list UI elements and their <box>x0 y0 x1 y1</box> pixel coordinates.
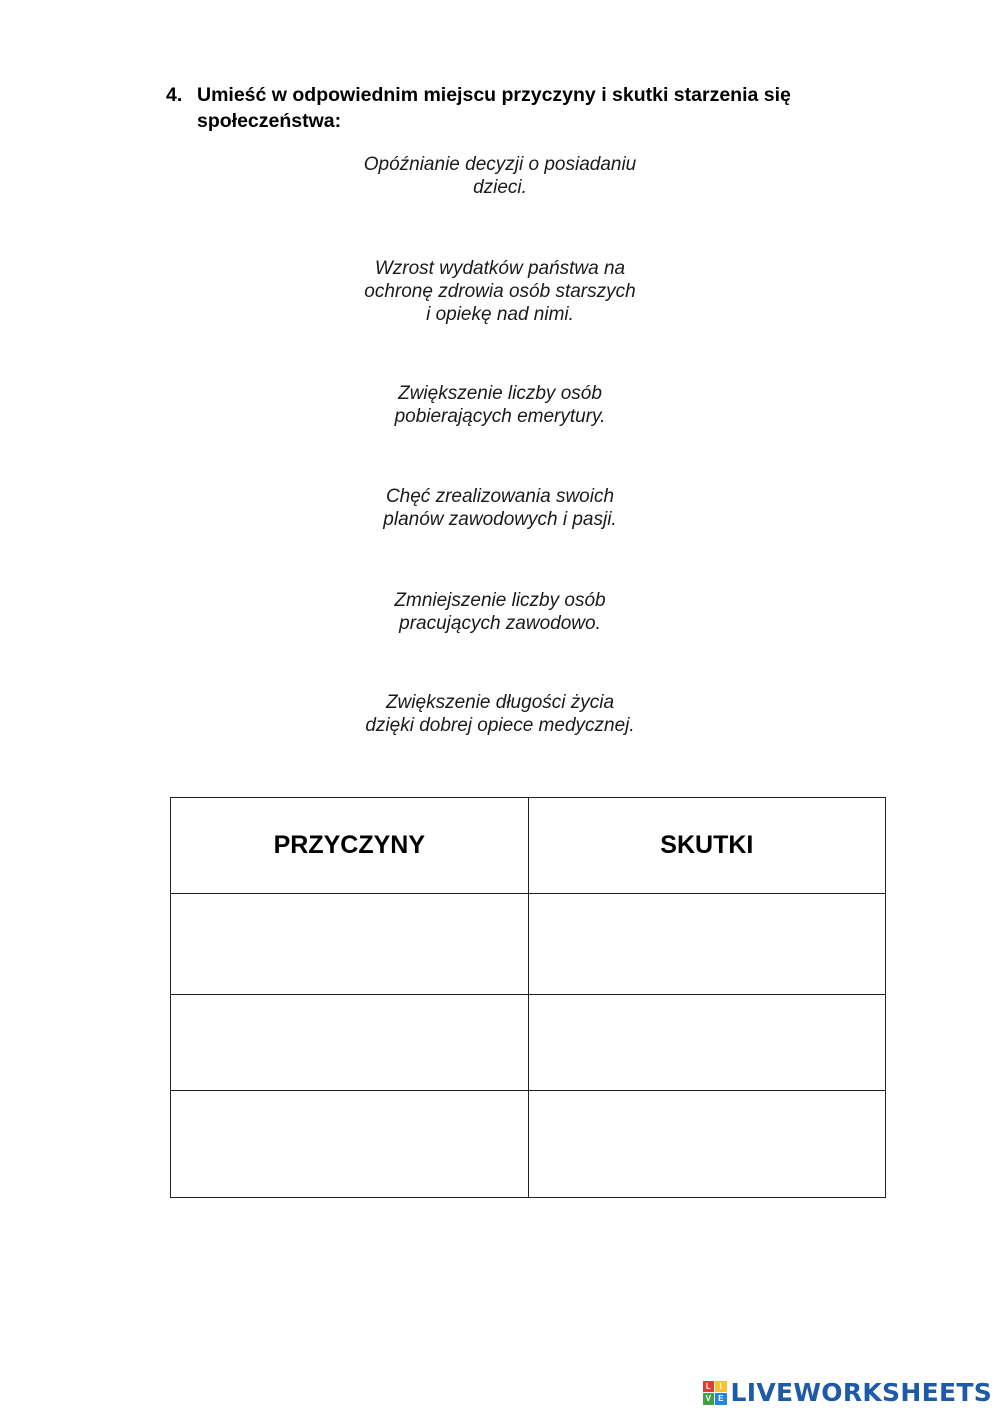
header-effects: SKUTKI <box>528 798 885 894</box>
drop-zone-cause[interactable] <box>171 1091 529 1198</box>
liveworksheets-branding <box>703 1378 992 1407</box>
table-row <box>171 995 886 1091</box>
table-header-row <box>171 798 886 894</box>
liveworksheets-logo-icon <box>703 1381 727 1405</box>
logo-tile: I <box>715 1381 727 1393</box>
draggable-phrase[interactable]: Wzrost wydatków państwa na ochronę zdrowia osób starszych i opiekę nad nimi. <box>364 258 636 325</box>
sorting-table <box>170 797 886 1198</box>
task-text: Umieść w odpowiednim miejscu przyczyny i skutki starzenia się społeczeństwa: <box>197 84 791 132</box>
draggable-phrase[interactable]: Opóźnianie decyzji o posiadaniu dzieci. <box>363 154 637 198</box>
drop-zone-effect[interactable] <box>528 894 885 995</box>
logo-tile: V <box>703 1393 715 1405</box>
header-causes: PRZYCZYNY <box>171 798 529 894</box>
drop-zone-cause[interactable] <box>171 995 529 1091</box>
brand-name: LIVEWORKSHEETS <box>730 1378 992 1407</box>
drop-zone-effect[interactable] <box>528 995 885 1091</box>
draggable-phrase[interactable]: Chęć zrealizowania swoich planów zawodowych i pasji. <box>383 486 617 530</box>
logo-tile: L <box>703 1381 715 1393</box>
draggable-phrase[interactable]: Zwiększenie liczby osób pobierających emerytury. <box>394 383 606 427</box>
drop-zone-effect[interactable] <box>528 1091 885 1198</box>
task-number: 4. <box>166 84 183 106</box>
table-row <box>171 894 886 995</box>
drop-zone-cause[interactable] <box>171 894 529 995</box>
draggable-phrase[interactable]: Zmniejszenie liczby osób pracujących zawodowo. <box>394 590 606 634</box>
logo-tile: E <box>715 1393 727 1405</box>
draggable-phrase[interactable]: Zwiększenie długości życia dzięki dobrej opiece medycznej. <box>365 692 635 736</box>
table-row <box>171 1091 886 1198</box>
